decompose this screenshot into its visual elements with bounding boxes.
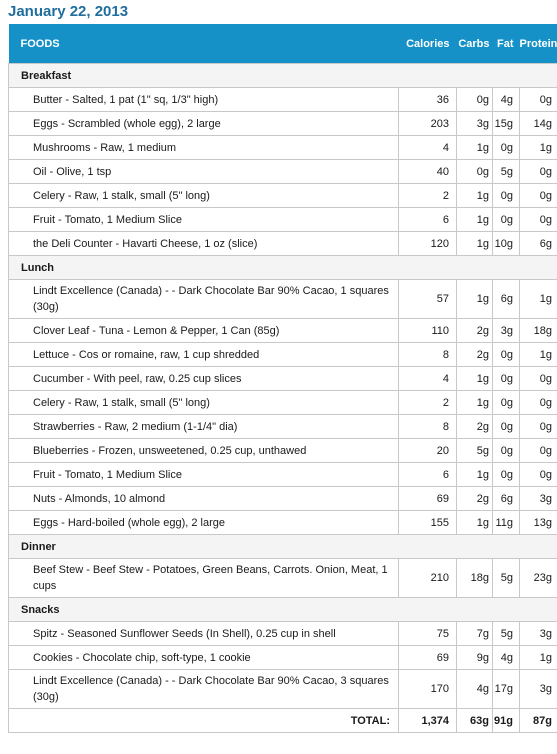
carbs: 3g (457, 112, 493, 136)
carbs: 7g (457, 622, 493, 646)
table-row (9, 88, 557, 112)
protein: 0g (520, 391, 557, 415)
fat: 0g (493, 439, 520, 463)
table-row (9, 511, 557, 535)
protein: 14g (520, 112, 557, 136)
food-name: Lettuce - Cos or romaine, raw, 1 cup shredded (9, 343, 399, 367)
column-protein: Protein (520, 24, 557, 64)
fat: 15g (493, 112, 520, 136)
meal-header (9, 535, 557, 559)
food-name: Nuts - Almonds, 10 almond (9, 487, 399, 511)
fat: 10g (493, 232, 520, 256)
fat: 5g (493, 559, 520, 598)
protein: 1g (520, 343, 557, 367)
food-name: Butter - Salted, 1 pat (1" sq, 1/3" high) (9, 88, 399, 112)
fat: 5g (493, 160, 520, 184)
protein: 23g (520, 559, 557, 598)
table-row (9, 487, 557, 511)
fat: 4g (493, 646, 520, 670)
table-row (9, 343, 557, 367)
column-carbs: Carbs (457, 24, 493, 64)
fat: 5g (493, 622, 520, 646)
fat: 0g (493, 367, 520, 391)
meal-header (9, 598, 557, 622)
protein: 0g (520, 439, 557, 463)
fat: 4g (493, 88, 520, 112)
meal-name: Snacks (9, 598, 557, 622)
fat: 0g (493, 391, 520, 415)
carbs: 1g (457, 232, 493, 256)
carbs: 1g (457, 511, 493, 535)
calories: 2 (399, 184, 457, 208)
fat: 0g (493, 415, 520, 439)
fat: 6g (493, 280, 520, 319)
table-row (9, 646, 557, 670)
fat: 11g (493, 511, 520, 535)
calories: 40 (399, 160, 457, 184)
carbs: 1g (457, 367, 493, 391)
food-name: Mushrooms - Raw, 1 medium (9, 136, 399, 160)
calories: 4 (399, 136, 457, 160)
protein: 3g (520, 670, 557, 709)
calories: 155 (399, 511, 457, 535)
carbs: 0g (457, 160, 493, 184)
column-foods: FOODS (9, 24, 399, 64)
food-name: Blueberries - Frozen, unsweetened, 0.25 cup, unthawed (9, 439, 399, 463)
food-name: Lindt Excellence (Canada) - - Dark Chocolate Bar 90% Cacao, 3 squares (30g) (9, 670, 399, 709)
fat: 3g (493, 319, 520, 343)
calories: 6 (399, 208, 457, 232)
carbs: 1g (457, 184, 493, 208)
table-header (9, 24, 557, 64)
total-protein: 87g (520, 709, 557, 733)
table-row (9, 208, 557, 232)
calories: 6 (399, 463, 457, 487)
protein: 3g (520, 622, 557, 646)
total-row (9, 709, 557, 733)
carbs: 1g (457, 463, 493, 487)
food-name: Beef Stew - Beef Stew - Potatoes, Green Beans, Carrots. Onion, Meat, 1 cups (9, 559, 399, 598)
carbs: 5g (457, 439, 493, 463)
table-row (9, 391, 557, 415)
fat: 17g (493, 670, 520, 709)
protein: 0g (520, 208, 557, 232)
protein: 0g (520, 160, 557, 184)
calories: 2 (399, 391, 457, 415)
table-row (9, 670, 557, 709)
table-row (9, 112, 557, 136)
total-fat: 91g (493, 709, 520, 733)
protein: 0g (520, 184, 557, 208)
carbs: 2g (457, 415, 493, 439)
calories: 8 (399, 343, 457, 367)
calories: 57 (399, 280, 457, 319)
protein: 1g (520, 646, 557, 670)
fat: 0g (493, 136, 520, 160)
food-name: Oil - Olive, 1 tsp (9, 160, 399, 184)
carbs: 4g (457, 670, 493, 709)
calories: 120 (399, 232, 457, 256)
food-name: Fruit - Tomato, 1 Medium Slice (9, 463, 399, 487)
table-row (9, 319, 557, 343)
fat: 6g (493, 487, 520, 511)
meal-header (9, 256, 557, 280)
carbs: 2g (457, 487, 493, 511)
food-name: Celery - Raw, 1 stalk, small (5" long) (9, 391, 399, 415)
fat: 0g (493, 343, 520, 367)
table-row (9, 463, 557, 487)
protein: 0g (520, 88, 557, 112)
total-calories: 1,374 (399, 709, 457, 733)
protein: 3g (520, 487, 557, 511)
food-name: Cookies - Chocolate chip, soft-type, 1 cookie (9, 646, 399, 670)
carbs: 0g (457, 88, 493, 112)
calories: 75 (399, 622, 457, 646)
meal-name: Breakfast (9, 64, 557, 88)
total-carbs: 63g (457, 709, 493, 733)
calories: 8 (399, 415, 457, 439)
food-table (8, 24, 557, 733)
protein: 6g (520, 232, 557, 256)
calories: 170 (399, 670, 457, 709)
food-name: Eggs - Scrambled (whole egg), 2 large (9, 112, 399, 136)
table-row (9, 280, 557, 319)
calories: 210 (399, 559, 457, 598)
calories: 4 (399, 367, 457, 391)
meal-header (9, 64, 557, 88)
calories: 69 (399, 487, 457, 511)
carbs: 18g (457, 559, 493, 598)
protein: 1g (520, 136, 557, 160)
fat: 0g (493, 184, 520, 208)
carbs: 1g (457, 136, 493, 160)
carbs: 9g (457, 646, 493, 670)
calories: 20 (399, 439, 457, 463)
fat: 0g (493, 463, 520, 487)
table-row (9, 559, 557, 598)
food-name: Eggs - Hard-boiled (whole egg), 2 large (9, 511, 399, 535)
protein: 0g (520, 367, 557, 391)
table-row (9, 367, 557, 391)
food-name: Spitz - Seasoned Sunflower Seeds (In Shell), 0.25 cup in shell (9, 622, 399, 646)
food-name: Clover Leaf - Tuna - Lemon & Pepper, 1 Can (85g) (9, 319, 399, 343)
protein: 0g (520, 463, 557, 487)
calories: 203 (399, 112, 457, 136)
food-name: Strawberries - Raw, 2 medium (1-1/4" dia) (9, 415, 399, 439)
table-row (9, 439, 557, 463)
diary-date: January 22, 2013 (8, 3, 129, 20)
carbs: 1g (457, 391, 493, 415)
meal-name: Lunch (9, 256, 557, 280)
calories: 36 (399, 88, 457, 112)
carbs: 2g (457, 319, 493, 343)
calories: 69 (399, 646, 457, 670)
food-name: the Deli Counter - Havarti Cheese, 1 oz (slice) (9, 232, 399, 256)
table-row (9, 160, 557, 184)
protein: 1g (520, 280, 557, 319)
table-row (9, 184, 557, 208)
protein: 0g (520, 415, 557, 439)
carbs: 1g (457, 280, 493, 319)
table-row (9, 232, 557, 256)
food-name: Fruit - Tomato, 1 Medium Slice (9, 208, 399, 232)
protein: 13g (520, 511, 557, 535)
column-calories: Calories (399, 24, 457, 64)
table-row (9, 622, 557, 646)
food-name: Lindt Excellence (Canada) - - Dark Chocolate Bar 90% Cacao, 1 squares (30g) (9, 280, 399, 319)
protein: 18g (520, 319, 557, 343)
food-name: Celery - Raw, 1 stalk, small (5" long) (9, 184, 399, 208)
food-name: Cucumber - With peel, raw, 0.25 cup slices (9, 367, 399, 391)
table-body (9, 64, 557, 709)
total-label: TOTAL: (9, 709, 399, 733)
column-fat: Fat (493, 24, 520, 64)
calories: 110 (399, 319, 457, 343)
table-row (9, 136, 557, 160)
meal-name: Dinner (9, 535, 557, 559)
food-log (8, 24, 557, 733)
carbs: 2g (457, 343, 493, 367)
fat: 0g (493, 208, 520, 232)
carbs: 1g (457, 208, 493, 232)
table-row (9, 415, 557, 439)
